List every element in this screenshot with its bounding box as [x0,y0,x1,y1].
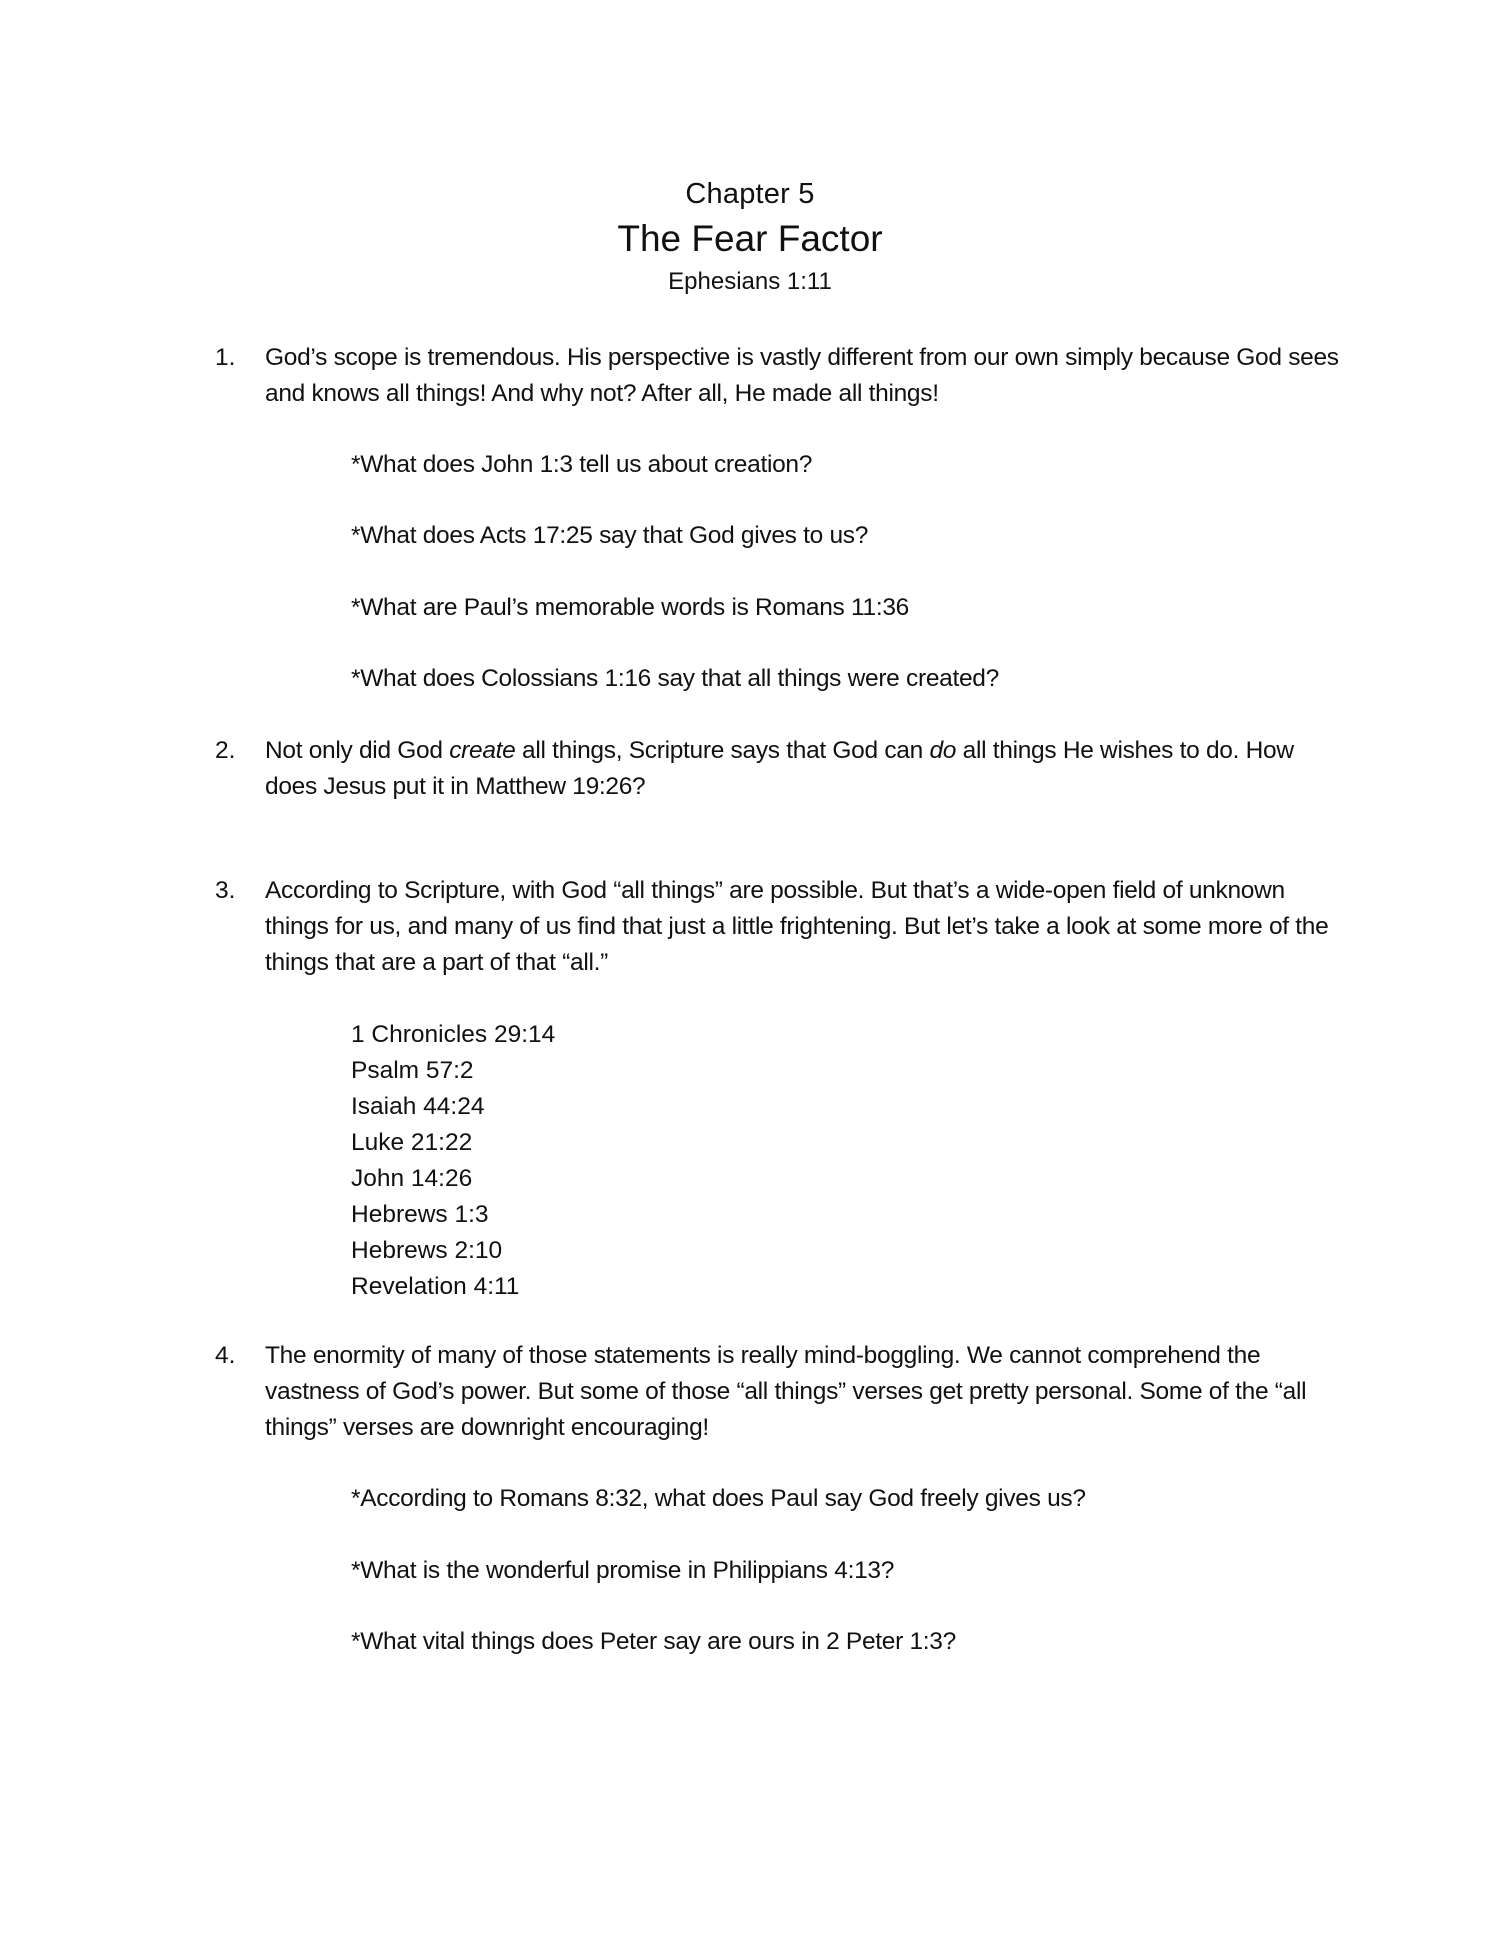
question: *What does Acts 17:25 say that God gives to us? [351,522,869,549]
list-item-4 [215,1338,1345,1446]
question: *What vital things does Peter say are ours in 2 Peter 1:3? [351,1628,956,1655]
list-item-3 [215,873,1345,981]
text-segment: Not only did God [265,737,450,764]
chapter-label: Chapter 5 [685,178,815,210]
item-text: According to Scripture, with God “all things” are possible. But that’s a wide-open field of unknown things for us, and many of us find that just a little frightening. But let’s take a look at some more of the things that are a part of that “all.” [265,877,1329,976]
verse-reference: Hebrews 2:10 [351,1237,503,1264]
verse-reference: Revelation 4:11 [351,1273,520,1300]
item-number: 4. [215,1342,236,1369]
text-segment: all things He wishes to do. How does Jesus put it in Matthew 19:26? [265,737,1294,800]
verse-reference: Isaiah 44:24 [351,1093,485,1120]
verse-reference: John 14:26 [351,1165,473,1192]
verse-list [351,1017,555,1305]
emphasis-create: create [449,737,516,764]
item-text: God’s scope is tremendous. His perspective is vastly different from our own simply because God sees and knows all things! And why not? After all, He made all things! [265,344,1339,407]
question: *What does John 1:3 tell us about creation? [351,451,813,478]
item-text: The enormity of many of those statements is really mind-boggling. We cannot comprehend the vastness of God’s power. But some of those “all things” verses get pretty personal. Some of the “all things” verses are downright encouraging! [265,1342,1307,1441]
verse-reference: 1 Chronicles 29:14 [351,1021,556,1048]
verse-reference: Psalm 57:2 [351,1057,474,1084]
chapter-title: The Fear Factor [617,218,883,259]
list-item-2 [215,733,1345,805]
text-segment: all things, Scripture says that God can [515,737,930,764]
verse-reference: Hebrews 1:3 [351,1201,489,1228]
item-number: 1. [215,344,236,371]
question: *What are Paul’s memorable words is Romans 11:36 [351,594,909,621]
item-text [265,733,1345,805]
verse-reference: Luke 21:22 [351,1129,473,1156]
emphasis-do: do [929,737,957,764]
question: *According to Romans 8:32, what does Paul say God freely gives us? [351,1485,1086,1512]
item-number: 2. [215,737,236,764]
question: *What does Colossians 1:16 say that all things were created? [351,665,999,692]
scripture-reference: Ephesians 1:11 [668,268,832,295]
item-number: 3. [215,877,236,904]
list-item-1 [215,340,1345,412]
question: *What is the wonderful promise in Philippians 4:13? [351,1557,895,1584]
